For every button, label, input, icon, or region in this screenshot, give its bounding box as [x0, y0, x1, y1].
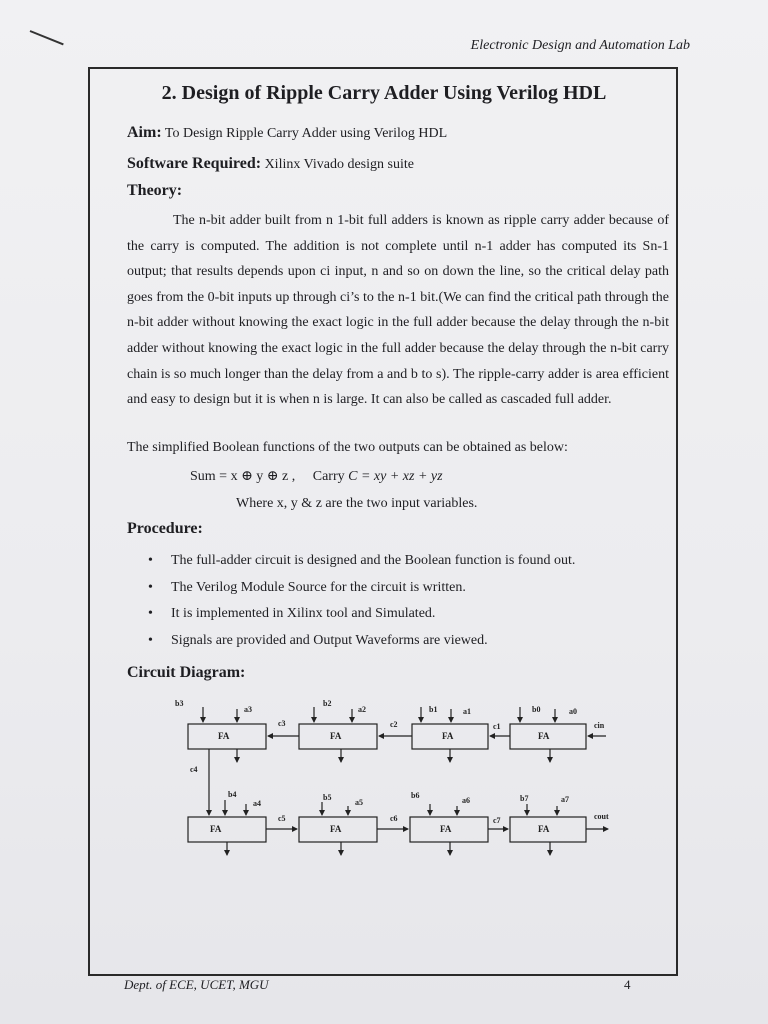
signal-label: a4: [253, 799, 261, 808]
signal-label: b3: [175, 699, 184, 708]
fa-label: FA: [538, 824, 550, 834]
signal-label: b6: [411, 791, 420, 800]
procedure-step: The full-adder circuit is designed and the Boolean function is found out.: [171, 553, 576, 568]
signal-label: c7: [493, 816, 501, 825]
procedure-heading: Procedure:: [127, 520, 203, 537]
fa-label: FA: [330, 824, 342, 834]
carry-formula: C = xy + xz + yz: [348, 469, 443, 484]
fa-label: FA: [330, 731, 342, 741]
footer-department: Dept. of ECE, UCET, MGU: [124, 977, 269, 992]
signal-label: b7: [520, 794, 529, 803]
signal-label: cin: [594, 721, 605, 730]
signal-label: c1: [493, 722, 501, 731]
software-text: Xilinx Vivado design suite: [264, 157, 414, 172]
bullet-icon: •: [148, 579, 153, 595]
signal-label: a1: [463, 707, 471, 716]
procedure-step: The Verilog Module Source for the circuit is written.: [171, 579, 466, 595]
bullet-icon: •: [148, 553, 153, 568]
bullet-icon: •: [148, 632, 153, 648]
sum-formula: Sum = x ⊕ y ⊕ z ,: [190, 469, 296, 484]
signal-label: a2: [358, 705, 366, 714]
carry-label: Carry: [312, 469, 345, 484]
signal-label: c3: [278, 719, 286, 728]
signal-label: a7: [561, 795, 569, 804]
signal-label: c6: [390, 814, 398, 823]
software-label: Software Required:: [127, 155, 262, 172]
variables-note: Where x, y & z are the two input variables.: [236, 496, 478, 511]
procedure-step: It is implemented in Xilinx tool and Simulated.: [171, 606, 436, 621]
aim-label: Aim:: [127, 124, 162, 141]
aim-text: To Design Ripple Carry Adder using Verilog HDL: [164, 126, 448, 141]
fa-label: FA: [210, 824, 222, 834]
fa-label: FA: [442, 731, 454, 741]
fa-label: FA: [218, 731, 230, 741]
simplified-line: The simplified Boolean functions of the two outputs can be obtained as below:: [127, 440, 568, 455]
signal-label: b5: [323, 793, 332, 802]
signal-label: c5: [278, 814, 286, 823]
page-number: 4: [624, 977, 631, 992]
full-adder-block: [188, 817, 266, 842]
procedure-step: Signals are provided and Output Waveforms are viewed.: [171, 632, 488, 648]
signal-label: a5: [355, 798, 363, 807]
signal-label: b0: [532, 705, 541, 714]
signal-label: a3: [244, 705, 252, 714]
theory-heading: Theory:: [127, 182, 183, 199]
signal-label: cout: [594, 812, 609, 821]
signal-label: a0: [569, 707, 577, 716]
fa-label: FA: [440, 824, 452, 834]
running-header: Electronic Design and Automation Lab: [470, 38, 690, 53]
theory-paragraph: The n-bit adder built from n 1-bit full adders is known as ripple carry adder because of the carry is computed. The addition is not complete until n-1 adder has computed its Sn-1 output; that results depends upon ci input, n and so on down the line, so the critical delay path goes from the 0-bit inputs up through ci’s to the n-1 bit.(We can find the critical path through the n-bit adder without knowing the exact logic in the full adder because the delay through the n-bit adder without knowing the exact logic in the full adder because the delay through the n-bit carry chain is so much longer than the delay from a and b to s). The ripple-carry adder is area efficient and easy to design but it is when n is large. It can also be called as cascaded full adder.: [127, 213, 669, 408]
experiment-title: 2. Design of Ripple Carry Adder Using Verilog HDL: [161, 82, 607, 104]
bullet-icon: •: [148, 606, 153, 621]
signal-label: b2: [323, 699, 332, 708]
signal-label: a6: [462, 796, 470, 805]
circuit-heading: Circuit Diagram:: [127, 664, 246, 681]
signal-label: b1: [429, 705, 438, 714]
signal-label: b4: [228, 790, 237, 799]
signal-label: c4: [190, 765, 198, 774]
fa-label: FA: [538, 731, 550, 741]
signal-label: c2: [390, 720, 398, 729]
